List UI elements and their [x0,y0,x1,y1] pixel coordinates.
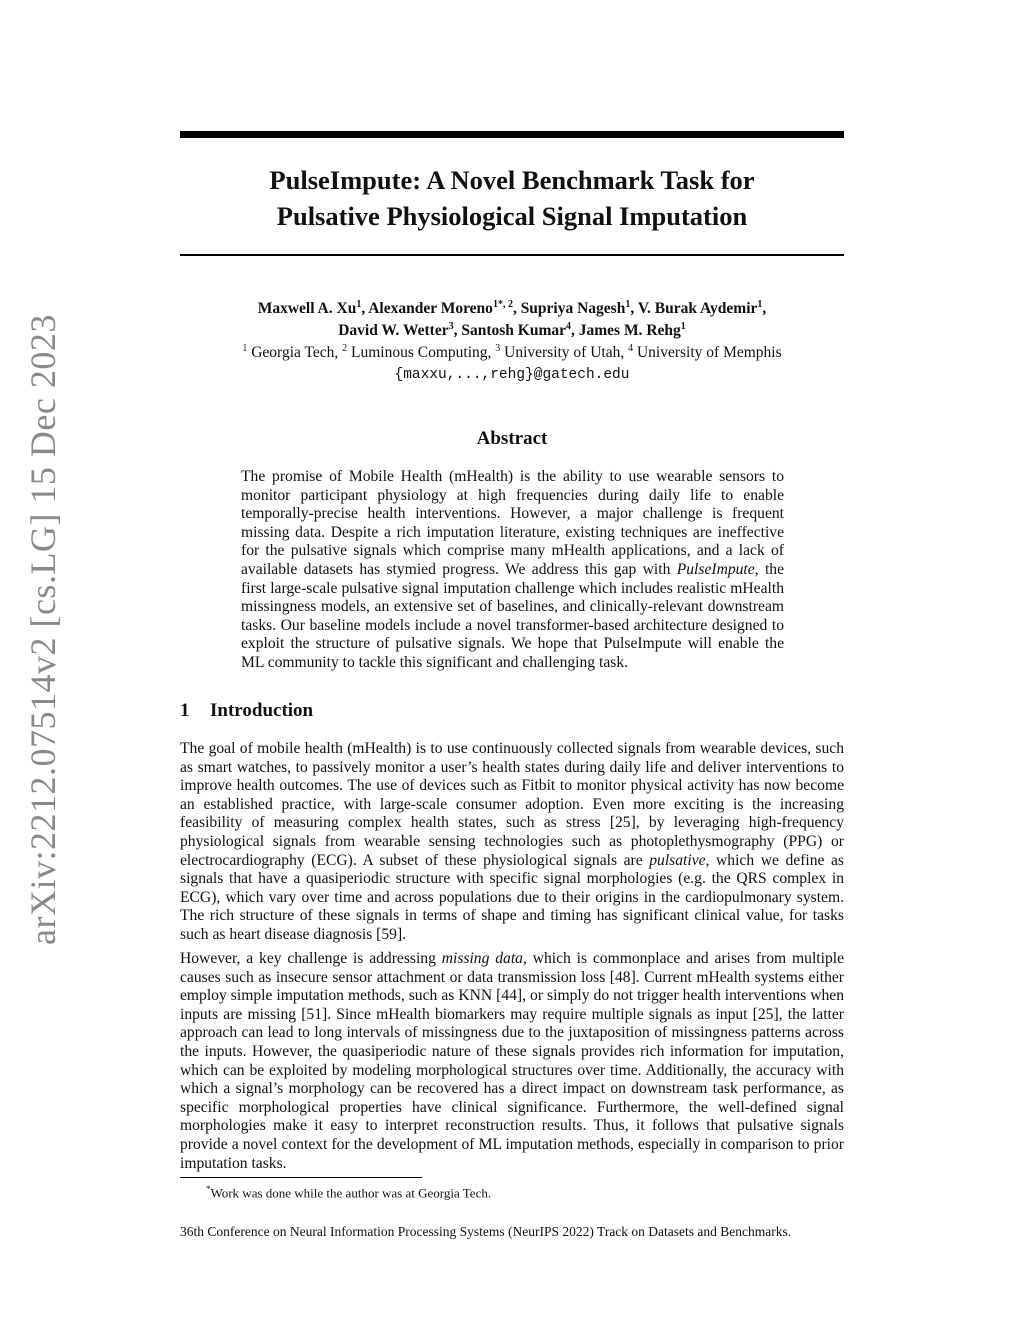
paragraph-text: , which we define as signals that have a quasiperiodic structure with specific signal morphologies (e.g. the QRS complex in ECG), which vary over time and across populations due to their origins in the cardiopulmonary system. The rich structure of these signals in terms of shape and timing has significant clinical value, for tasks such as heart disease diagnosis [59]. [180,851,844,943]
author-name: Alexander Moreno [368,300,493,317]
intro-paragraph-2 [180,950,844,1173]
author-name: David W. Wetter [338,322,449,339]
author-sup: 3 [448,320,454,332]
author-name: Maxwell A. Xu [257,300,357,317]
author-sup: 1 [356,298,362,310]
author-line-2: David W. Wetter$^3$, Santosh Kumar$^4$, James M. Rehg$^1$ [338,320,686,339]
paper-title [180,162,844,234]
paragraph-text: However, a key challenge is addressing [180,950,442,967]
author-name: Supriya Nagesh [520,300,626,317]
venue-footer: 36th Conference on Neural Information Processing Systems (NeurIPS 2022) Track on Datasets and Benchmarks. [180,1224,792,1239]
abstract-emphasis: PulseImpute [676,560,755,578]
affil-sup: 2 [342,342,348,354]
paragraph-emphasis: pulsative [649,851,706,869]
section-number: 1 [180,700,190,721]
title-line-2: Pulsative Physiological Signal Imputation [276,201,748,231]
affil-name: Georgia Tech, [251,344,339,361]
title-bottom-rule [180,254,844,256]
title-top-rule [180,131,844,138]
affil-sup: 3 [495,342,501,354]
author-block [180,298,844,386]
author-sup: 1 [625,298,631,310]
section-title: Introduction [210,700,314,721]
author-sup: 4 [566,320,571,332]
footnote [206,1181,491,1201]
affil-name: University of Utah, [504,344,625,361]
title-line-1: PulseImpute: A Novel Benchmark Task for [269,165,755,195]
affil-name: Luminous Computing, [351,344,492,361]
arxiv-identifier: arXiv:2212.07514v2 [cs.LG] 15 Dec 2023 [23,314,63,945]
author-sup: 1 [757,298,763,310]
abstract-text-part: The promise of Mobile Health (mHealth) is the ability to use wearable sensors to monitor participant physiology at high frequencies during daily life to enable temporally-precise health interventions. However, a major challenge is frequent missing data. Despite a rich imputation literature, existing techniques are ineffective for the pulsative signals which comprise many mHealth applications, and a lack of available datasets has stymied progress. We address this gap with [241,468,784,578]
paragraph-emphasis: missing data [441,950,523,967]
author-name: Santosh Kumar [461,322,566,339]
footnote-rule [180,1177,422,1178]
author-sup: 1 [680,320,686,332]
affiliations [180,342,844,364]
paragraph-text: The goal of mobile health (mHealth) is to use continuously collected signals from wearable devices, such as smart watches, to passively monitor a user’s health states during daily life and deliver interventions to improve health outcomes. The use of devices such as Fitbit to monitor physical activity has now become an established practice, with large-scale consumer adoption. Even more exciting is the increasing feasibility of measuring complex health states, such as stress [25], by leveraging high-frequency physiological signals from wearable sensing technologies such as photoplethysmography (PPG) or electrocardiography (ECG). A subset of these physiological signals are [180,740,844,869]
author-name: James M. Rehg [578,322,681,339]
author-sup: 1*, 2 [492,298,513,310]
author-name: V. Burak Aydemir [637,300,758,317]
abstract-text-part: , the first large-scale pulsative signal imputation challenge which includes realistic mHealth missingness models, an extensive set of baselines, and clinically-relevant downstream tasks. Our baseline models include a novel transformer-based architecture designed to exploit the structure of pulsative signals. We hope that PulseImpute will enable the ML community to tackle this significant and challenging task. [241,560,784,671]
abstract-heading: Abstract [476,428,548,449]
author-email[interactable]: {maxxu,...,rehg}@gatech.edu [394,367,630,383]
affil-sup: 4 [628,342,634,354]
footnote-mark: * [206,1184,211,1194]
affil-sup: 1 [242,342,248,354]
author-line-1: Maxwell A. Xu$^1$, Alexander Moreno$^{1*, 2}$, Supriya Nagesh$^1$, V. Burak Aydemir$^1$, [257,298,767,317]
affil-name: University of Memphis [636,344,782,361]
intro-paragraph-1 [180,740,844,945]
abstract-text [241,468,784,673]
footnote-text: Work was done while the author was at Georgia Tech. [210,1185,492,1201]
paragraph-text: , which is commonplace and arises from multiple causes such as insecure sensor attachment or data transmission loss [48]. Current mHealth systems either employ simple imputation methods, such as KNN [44], or simply do not trigger health interventions when inputs are missing [51]. Since mHealth biomarkers may require multiple signals as input [25], the latter approach can lead to long intervals of missingness due to the juxtaposition of missingness patterns across the inputs. However, the quasiperiodic nature of these signals provides rich information for imputation, which can be exploited by modeling morphological structures over time. Additionally, the accuracy with which a signal’s morphology can be recovered has a direct impact on downstream task performance, as specific morphological properties have clinical significance. Furthermore, the well-defined signal morphologies make it easy to interpret reconstruction results. Thus, it follows that pulsative signals provide a novel context for the development of ML imputation methods, especially in comparison to prior imputation tasks. [180,950,844,1172]
section-heading-introduction [180,700,313,722]
